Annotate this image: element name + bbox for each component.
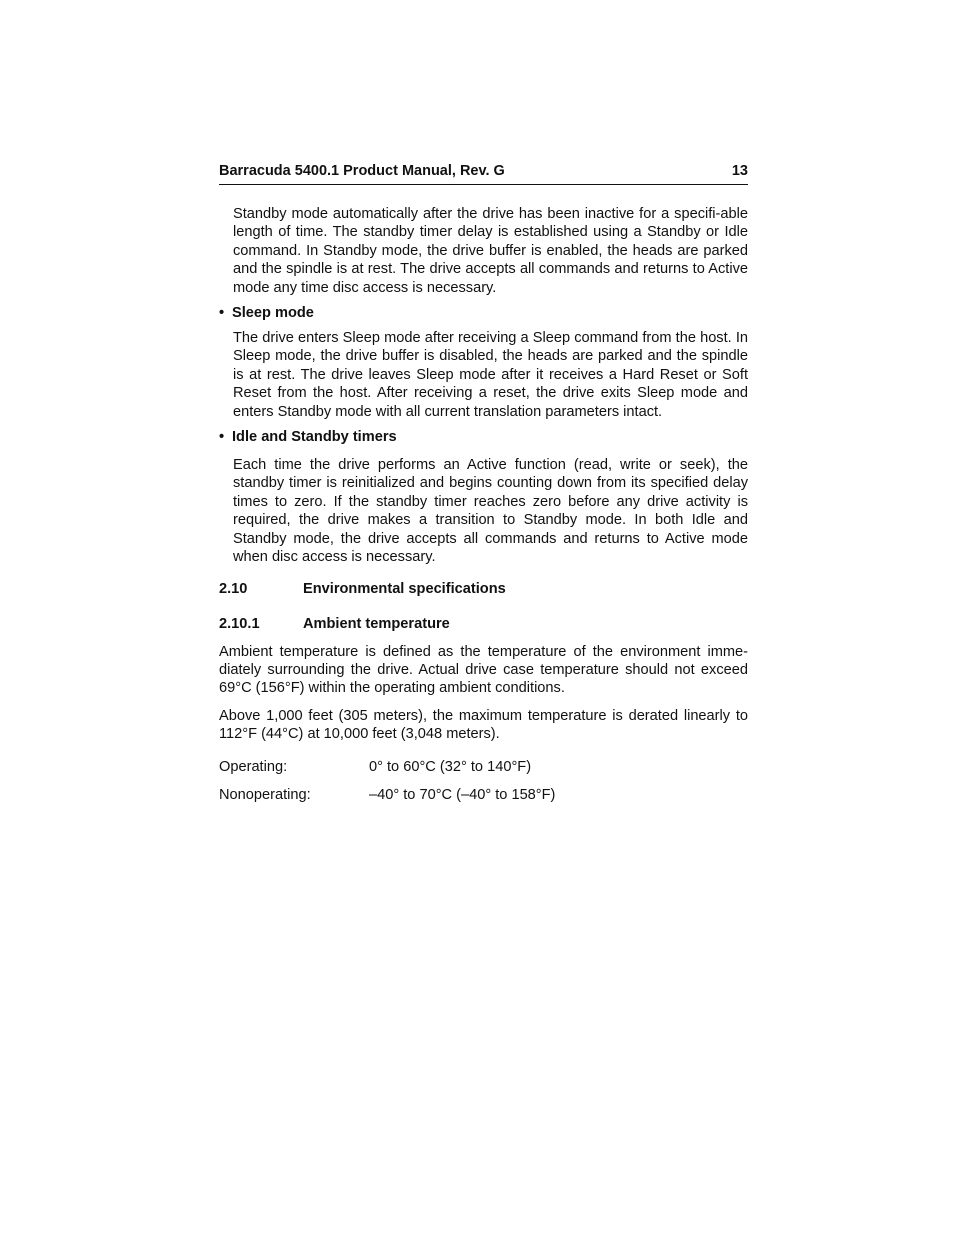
idle-standby-timers-bullet-heading <box>219 428 748 446</box>
spec-value: 0° to 60°C (32° to 140°F) <box>369 758 532 775</box>
idle-standby-timers-heading: Idle and Standby timers <box>232 429 397 446</box>
page-number: 13 <box>731 163 748 179</box>
document-title: Barracuda 5400.1 Product Manual, Rev. G <box>219 163 505 179</box>
spec-value: –40° to 70°C (–40° to 158°F) <box>369 786 556 803</box>
ambient-temperature-paragraph-1: Ambient temperature is defined as the temperature of the environment imme-diately surrounding the drive. Actual drive case temperature should not exceed 69°C (156°F) within the operating ambient conditions. <box>219 643 748 697</box>
section-number: 2.10.1 <box>219 615 260 632</box>
ambient-temperature-paragraph-2: Above 1,000 feet (305 meters), the maximum temperature is derated linearly to 112°F (44°C) at 10,000 feet (3,048 meters). <box>219 707 748 743</box>
spec-label: Operating: <box>219 758 288 775</box>
section-heading-2-10 <box>219 580 748 598</box>
section-title: Ambient temperature <box>303 615 450 632</box>
idle-standby-timers-paragraph: Each time the drive performs an Active function (read, write or seek), the standby timer is reinitialized and begins counting down from its specified delay times to zero. If the standby timer reaches zero before any drive activity is required, the drive makes a transition to Standby mode. In both Idle and Standby mode, the drive accepts all commands and returns to Active mode when disc access is necessary. <box>233 457 748 566</box>
section-title: Environmental specifications <box>303 580 506 597</box>
nonoperating-temperature-row <box>219 786 748 804</box>
spec-label: Nonoperating: <box>219 786 311 803</box>
sleep-mode-paragraph: The drive enters Sleep mode after receiving a Sleep command from the host. In Sleep mode, the drive buffer is disabled, the heads are parked and the spindle is at rest. The drive leaves Sleep mode after it receives a Hard Reset or Soft Reset from the host. After receiving a reset, the drive exits Sleep mode and enters Standby mode with all current translation parameters intact. <box>233 330 748 420</box>
section-heading-2-10-1 <box>219 615 748 633</box>
bullet-marker: • <box>219 305 225 322</box>
standby-continuation-paragraph: Standby mode automatically after the drive has been inactive for a specifi-able length of time. The standby timer delay is established using a Standby or Idle command. In Standby mode, the drive buffer is enabled, the heads are parked and the spindle is at rest. The drive accepts all commands and returns to Active mode any time disc access is necessary. <box>233 206 748 296</box>
page-header <box>219 163 748 185</box>
manual-page <box>219 163 748 804</box>
bullet-marker: • <box>219 429 225 446</box>
section-number: 2.10 <box>219 580 248 597</box>
operating-temperature-row <box>219 758 748 776</box>
sleep-mode-bullet-heading <box>219 304 748 322</box>
sleep-mode-heading: Sleep mode <box>232 305 314 322</box>
